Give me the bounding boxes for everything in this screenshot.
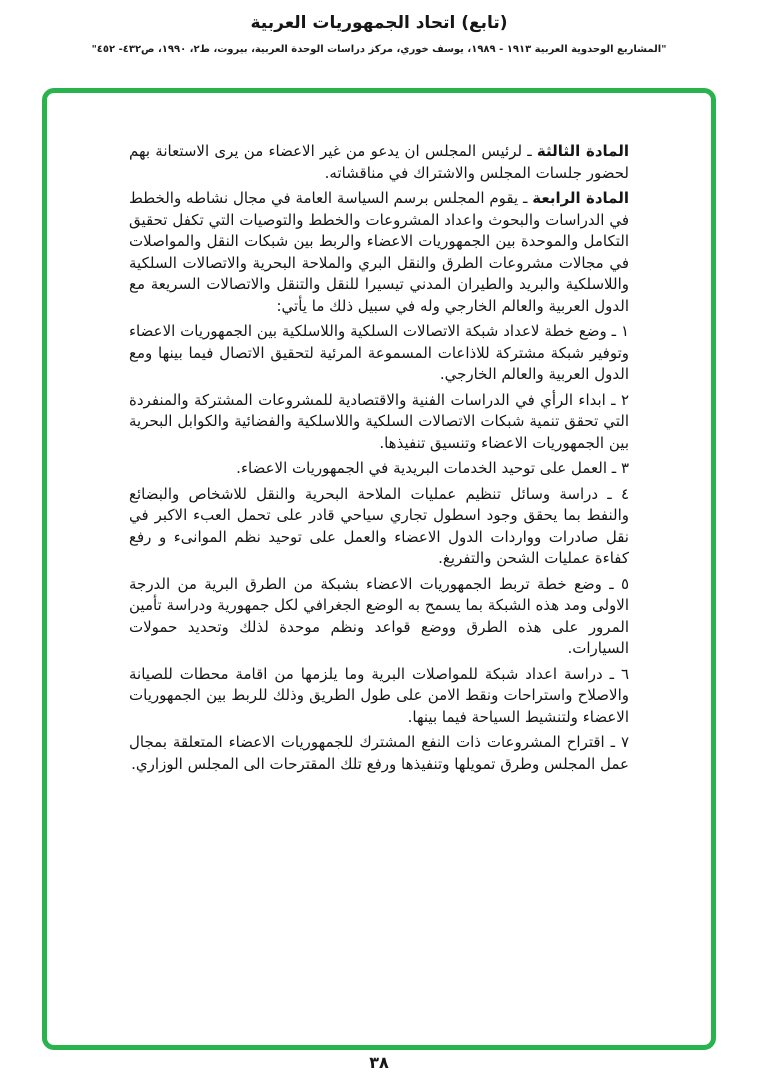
article-three-paragraph: [129, 141, 629, 184]
list-item-3: ٣ ـ العمل على توحيد الخدمات البريدية في الجمهوريات الاعضاء.: [236, 459, 629, 477]
list-item-5: ٥ ـ وضع خطة تربط الجمهوريات الاعضاء بشبكة من الطرق البرية من الدرجة الاولى ومد هذه الشبكة بما يسمح به الوضع الجغرافي لكل جمهورية ودراسة تأمين المرور على هذه الطرق ووضع قواعد ونظم موحدة لذلك وتحديد حمولات السيارات.: [129, 574, 629, 657]
text-column: [47, 93, 711, 775]
article-three-heading: المادة الثالثة: [536, 142, 629, 160]
page-number: ٣٨: [369, 1053, 389, 1072]
list-item-1: ١ ـ وضع خطة لاعداد شبكة الاتصالات السلكية واللاسلكية بين الجمهوريات الاعضاء وتوفير شبكة مشتركة للاذاعات المسموعة المرئية لتحقيق الاتصال فيما بينها ومع الدول العربية والعالم الخارجي.: [129, 322, 629, 383]
list-item-4: ٤ ـ دراسة وسائل تنظيم عمليات الملاحة البحرية والنقل للاشخاص والبضائع والنفط بما يحقق وجود اسطول تجاري سياحي قادر على تحمل العبء الاكبر في نقل صادرات وواردات الدول الاعضاء والعمل على توحيد نظم الموانىء و رفع كفاءة عمليات الشحن والتفريغ.: [129, 484, 629, 567]
list-item-6: ٦ ـ دراسة اعداد شبكة للمواصلات البرية وما يلزمها من اقامة محطات للصيانة والاصلاح واستراحات ونقط الامن على طول الطريق وذلك للربط بين الجمهوريات الاعضاء ولتنشيط السياحة فيما بينها.: [129, 664, 629, 726]
article-four-text: ـ يقوم المجلس برسم السياسة العامة في مجال نشاطه والخطط في الدراسات والبحوث واعداد المشروعات والخطط والتوصيات التي تكفل تحقيق التكامل والموحدة بين الجمهوريات الاعضاء والربط بين شبكات النقل والمواصلات في مجالات مشروعات الطرق والنقل البري والملاحة البحرية والاتصالات السلكية واللاسلكية والبريد والطيران المدني تيسيرا للنقل والتنقل والاتصالات السريعة مع الدول العربية والعالم الخارجي وله في سبيل ذلك ما يأتي:: [129, 189, 629, 315]
article-four-heading: المادة الرابعة: [532, 189, 629, 207]
content-border-box: [42, 88, 716, 1050]
page-header: [0, 0, 758, 55]
list-item-2: ٢ ـ ابداء الرأي في الدراسات الفنية والاقتصادية للمشروعات المشتركة والمنفردة التي تحقق تنمية شبكات الاتصالات السلكية واللاسلكية والفضائية والكوابل البحرية بين الجمهوريات الاعضاء وتنسيق تنفيذها.: [129, 390, 629, 452]
list-item-7: ٧ ـ اقتراح المشروعات ذات النفع المشترك للجمهوريات الاعضاء المتعلقة بمجال عمل المجلس وطرق تمويلها وتنفيذها ورفع تلك المقترحات الى المجلس الوزاري.: [129, 733, 629, 773]
article-four-paragraph: [129, 188, 629, 317]
page-title: (تابع) اتحاد الجمهوريات العربية: [250, 13, 508, 33]
citation-line: "المشاريع الوحدوية العربية ١٩١٣ - ١٩٨٩، يوسف خوري، مركز دراسات الوحدة العربية، بيروت، ط٢، ١٩٩٠، ص٤٣٢- ٤٥٢": [91, 44, 667, 55]
article-three-text: ـ لرئيس المجلس ان يدعو من غير الاعضاء من يرى الاستعانة بهم لحضور جلسات المجلس والاشتراك في مناقشاته.: [129, 142, 629, 182]
